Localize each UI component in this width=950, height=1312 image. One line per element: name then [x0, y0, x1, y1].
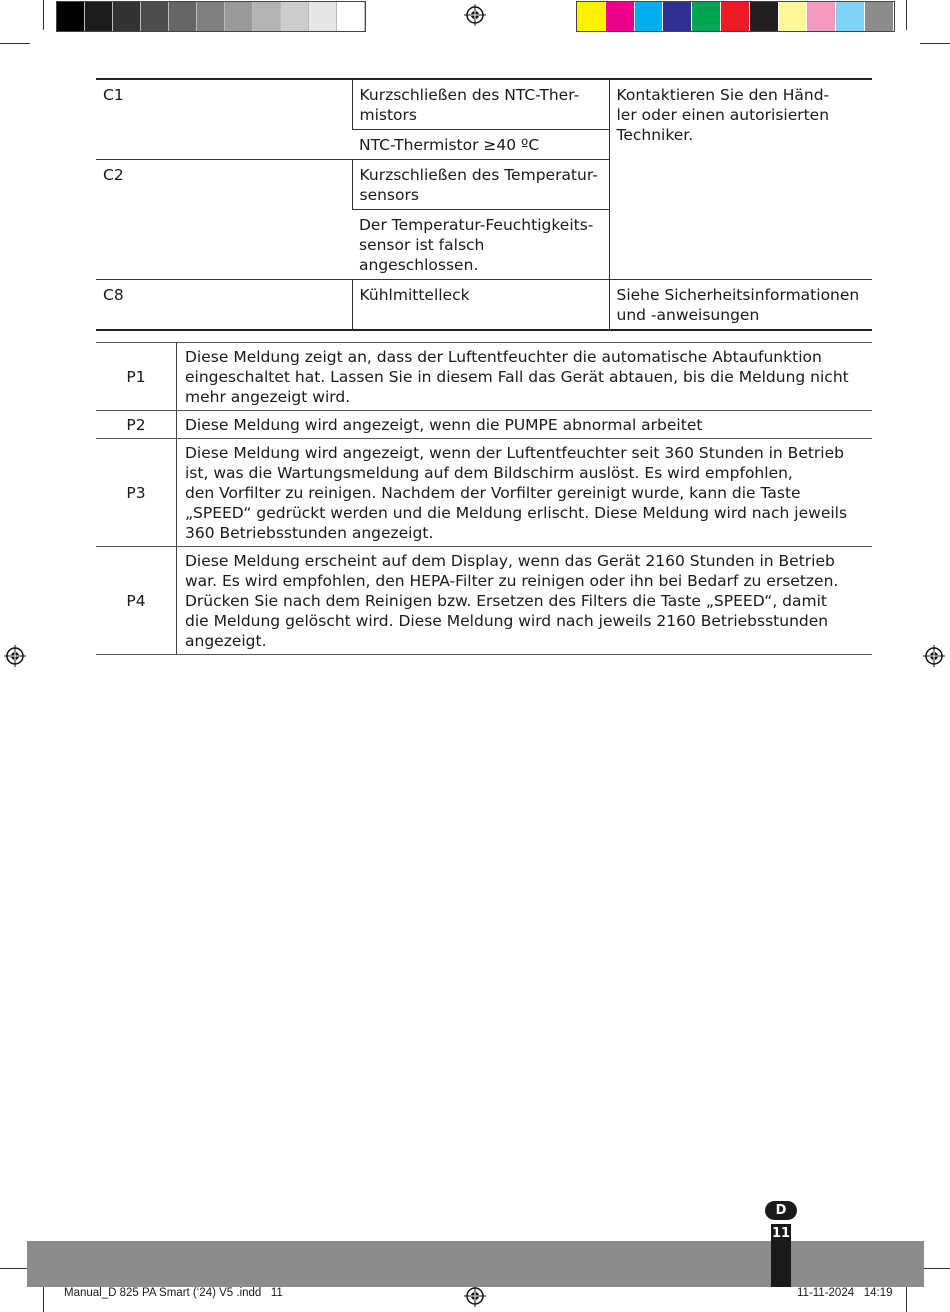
color-swatch [836, 2, 865, 31]
grey-swatch [253, 2, 281, 31]
error-code-cell: C2 [96, 160, 352, 280]
grey-swatch [57, 2, 85, 31]
table-row [96, 547, 872, 655]
color-swatch [635, 2, 664, 31]
error-cause-cell: Kühlmittelleck [352, 280, 609, 331]
error-cause-cell: Kurzschließen des NTC-Ther- mistors [352, 79, 609, 130]
crop-mark-top-right-v [906, 0, 907, 30]
color-swatch [779, 2, 808, 31]
message-text-cell: Diese Meldung zeigt an, dass der Luftentfeuchter die automatische Abtaufunktion eingeschaltet hat. Lassen Sie in diesem Fall das Gerät abtauen, bis die Meldung nicht mehr angezeigt wird. [177, 343, 873, 411]
table-row [96, 411, 872, 439]
message-code-cell: P1 [96, 343, 177, 411]
error-cause-cell: NTC-Thermistor ≥40 ºC [352, 130, 609, 160]
crop-mark-bottom-left [0, 1268, 30, 1269]
crop-mark-bottom-right [920, 1268, 950, 1269]
message-code-cell: P3 [96, 439, 177, 547]
grey-swatch [197, 2, 225, 31]
message-table [96, 342, 872, 655]
crop-mark-top-left-v [43, 0, 44, 30]
registration-mark-left-icon [4, 645, 26, 667]
message-text-cell: Diese Meldung wird angezeigt, wenn der Luftentfeuchter seit 360 Stunden in Betrieb ist, was die Wartungsmeldung auf dem Bildschirm auslöst. Es wird empfohlen, den Vorfilter zu reinigen. Nachdem der Vorfilter gereinigt wurde, kann die Taste „SPEED“ gedrückt werden und die Meldung erlischt. Diese Meldung wird nach jeweils 360 Betriebsstunden angezeigt. [177, 439, 873, 547]
registration-mark-bottom-icon [464, 1285, 486, 1307]
color-swatch [692, 2, 721, 31]
color-swatch [663, 2, 692, 31]
message-text-cell: Diese Meldung wird angezeigt, wenn die PUMPE abnormal arbeitet [177, 411, 873, 439]
table-row [96, 79, 872, 130]
file-slug: Manual_D 825 PA Smart (‘24) V5 .indd 11 [64, 1287, 283, 1299]
message-code-cell: P2 [96, 411, 177, 439]
error-action-cell: Kontaktieren Sie den Händ- ler oder einen autorisierten Techniker. [609, 79, 872, 280]
grey-swatch [169, 2, 197, 31]
error-cause-cell: Kurzschließen des Temperatur- sensors [352, 160, 609, 210]
error-action-cell: Siehe Sicherheitsinformationen und -anweisungen [609, 280, 872, 331]
color-control-bar [576, 1, 895, 32]
color-swatch [807, 2, 836, 31]
date-slug: 11-11-2024 14:19 [797, 1287, 893, 1299]
error-cause-cell: Der Temperatur-Feuchtigkeits- sensor ist falsch angeschlossen. [352, 210, 609, 280]
crop-mark-top-left [0, 43, 30, 44]
color-swatch [577, 2, 606, 31]
registration-mark-right-icon [923, 645, 945, 667]
grey-swatch [141, 2, 169, 31]
registration-mark-top-icon [464, 4, 486, 26]
message-code-cell: P4 [96, 547, 177, 655]
grey-swatch [281, 2, 309, 31]
crop-mark-top-right [920, 43, 950, 44]
color-swatch [865, 2, 894, 31]
grey-control-bar [56, 1, 366, 32]
grey-swatch [337, 2, 365, 31]
grey-swatch [225, 2, 253, 31]
message-text-cell: Diese Meldung erscheint auf dem Display, wenn das Gerät 2160 Stunden in Betrieb war. Es wird empfohlen, den HEPA-Filter zu reinigen oder ihn bei Bedarf zu ersetzen. Drücken Sie nach dem Reinigen bzw. Ersetzen des Filters die Taste „SPEED“, damit die Meldung gelöscht wird. Diese Meldung wird nach jeweils 2160 Betriebsstunden angezeigt. [177, 547, 873, 655]
table-row [96, 439, 872, 547]
table-row [96, 343, 872, 411]
grey-swatch [113, 2, 141, 31]
grey-swatch [309, 2, 337, 31]
color-swatch [606, 2, 635, 31]
error-code-cell: C1 [96, 79, 352, 160]
language-badge: D [765, 1201, 797, 1220]
color-swatch [750, 2, 779, 31]
grey-swatch [85, 2, 113, 31]
error-code-cell: C8 [96, 280, 352, 331]
error-code-table [96, 78, 872, 331]
table-row [96, 280, 872, 331]
page-number: 11 [771, 1226, 791, 1241]
color-swatch [721, 2, 750, 31]
